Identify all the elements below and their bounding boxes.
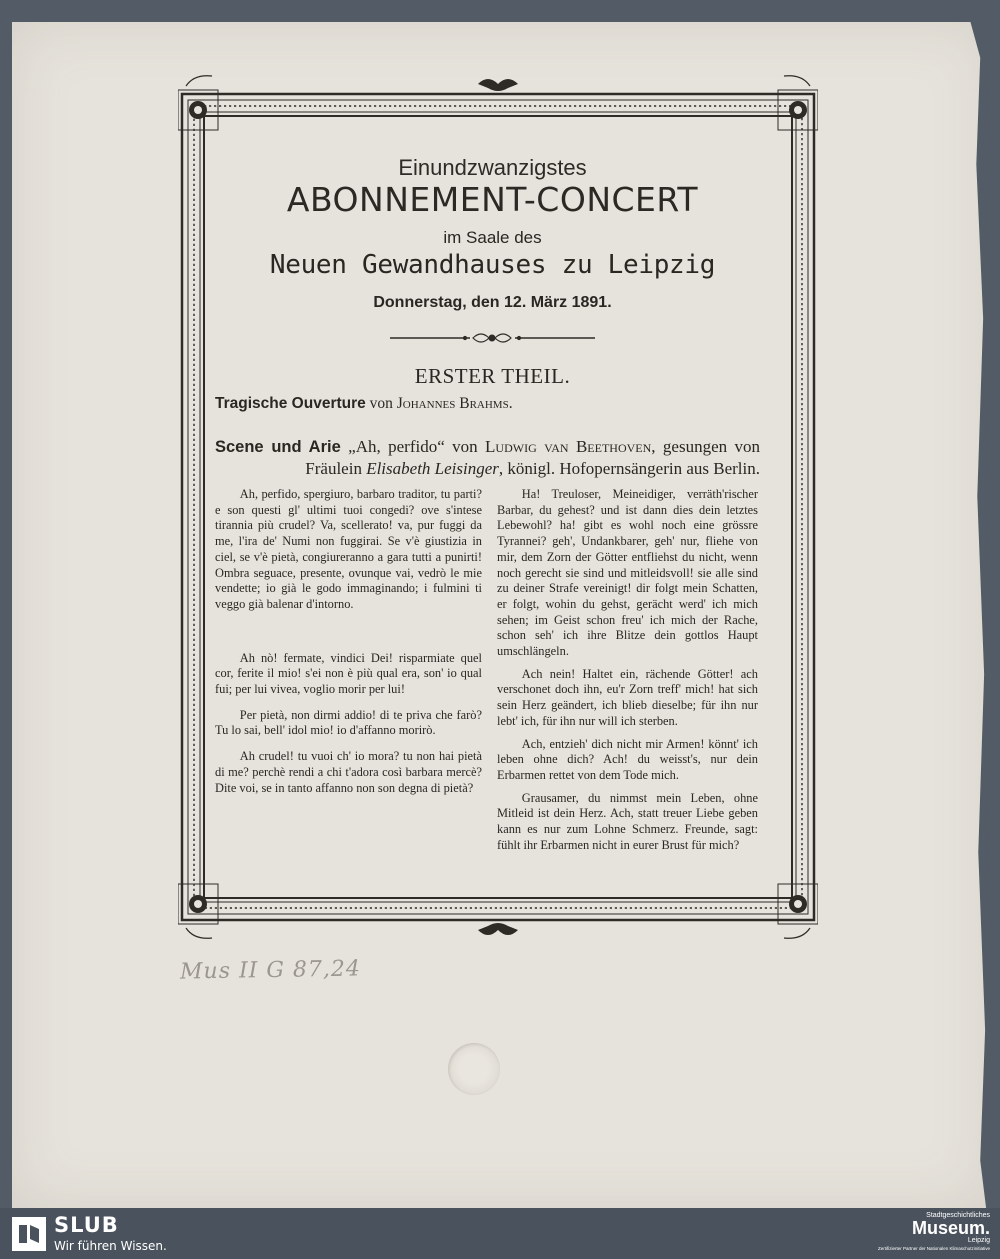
divider-ornament-svg [195,328,790,348]
aria-by: von [452,437,478,456]
venue-prefix: im Saale des [443,228,542,247]
pencil-shelfmark: Mus II G 87,24 [179,956,362,985]
overture-by: von [369,395,393,412]
lyrics-german-stanza: Ha! Treuloser, Meineidiger, verräth'rischer Barbar, du gehest? und ist dann dies dein letztes Lebewohl? ha! gibt es wohl noch eine grössre Tyrannei? geh', Undankbarer, geh' nur, fliehe von mir, dem Zorn der Götter entfliehst du nicht, wenn noch gerecht sie sind und mitleidsvoll! sie alle sind zu deiner Strafe vereinigt! dir folgt mein Schatten, er folgt, wohin du gehst, gerächt werd' ich mich sehen; im Geist schon freu' ich mich der Rache, schon seh' ich ihre Blitze dein gottlos Haupt umschlängeln. [497,487,758,659]
part-heading: ERSTER THEIL. [414,364,571,388]
concert-title: ABONNEMENT-CONCERT [286,180,699,219]
museum-city: Leipzig [967,1237,990,1244]
blind-stamp [448,1043,500,1095]
footer-bar [0,1208,1000,1259]
lyrics-italian-column [215,487,482,806]
slub-name: SLUB [54,1213,119,1237]
lyrics-german-stanza: Grausamer, du nimmst mein Leben, ohne Mitleid ist dein Herz. Ach, statt treuer Liebe geben kann es nur zum Lohne Schmerz. Freunde, sagt: fühlt ihr Erbarmen nicht in eurer Brust für mich? [497,790,758,852]
lyrics-italian-stanza: Ah, perfido, spergiuro, barbaro traditor, tu parti? e son questi gl' ultimi tuoi congedi? ove s'intese tirannia più crudel? Va, scellerato! va, pur fuggi da me, l'ira de' Numi non fuggirai. Se v'è giustizia in ciel, se v'è pietà, congiureranno a gara tutti a punirti! Ombra seguace, presente, ovunque vai, vedrò le mie vendette; io già le godo immaginando; i fulmini ti veggo già balenar d'intorno. [215,487,482,611]
lyrics-german-column [497,487,758,860]
aria-singer-role: , königl. Hofopernsängerin aus Berlin. [498,459,760,478]
museum-top-line: Stadtgeschichtliches [926,1212,990,1219]
overture-composer: Johannes Brahms. [396,395,513,412]
program-item-overture [215,395,760,413]
lyrics-german-stanza: Ach nein! Haltet ein, rächende Götter! ach verschonet doch ihn, eu'r Zorn treff' mich! hat sich sein Herz geändert, ich blieb dieselbe; für ihn nur lebt' ich, für ihn nur will ich sterben. [497,666,758,728]
aria-title: Scene und Arie [215,438,341,456]
venue-name: Neuen Gewandhauses zu Leipzig [269,250,716,280]
aria-singer: Elisabeth Leisinger [366,459,499,478]
lyrics-italian-stanza: Per pietà, non dirmi addio! di te priva che farò? Tu lo sai, bell' idol mio! io d'affanno morirò. [215,707,482,738]
aria-sung-by: , gesungen von Fräulein [305,437,761,478]
concert-date: Donnerstag, den 12. März 1891. [373,294,612,311]
program-item-aria [215,436,760,479]
lyrics-german-stanza: Ach, entzieh' dich nicht mir Armen! könnt' ich leben ohne dich? Ach! du weisst's, nur dein Erbarmen rettet von dem Tode mich. [497,736,758,782]
slub-tagline: Wir führen Wissen. [54,1239,167,1253]
aria-work: „Ah, perfido“ [348,437,445,456]
lyrics-italian-stanza: Ah crudel! tu vuoi ch' io mora? tu non hai pietà di me? perchè rendi a chi t'adora così barbara mercè? Dite voi, se in tanto affanno non son degna di pietà? [215,749,482,795]
museum-logo [850,1212,990,1251]
concert-number: Einundzwanzigstes [398,155,587,180]
ornament-divider [195,328,790,348]
overture-title: Tragische Ouverture [215,395,366,412]
aria-composer: Ludwig van Beethoven [485,437,652,456]
museum-note: Zertifizierter Partner der Nationalen Klimaschutzinitiative [877,1246,990,1251]
lyrics-italian-stanza: Ah nò! fermate, vindici Dei! risparmiate quel cor, ferite il mio! s'ei non è più qual era, son' io qual fui; per lui vivea, voglio morir per lui! [215,650,482,697]
slub-logo-icon [12,1217,46,1251]
museum-name: Museum. [911,1218,990,1238]
